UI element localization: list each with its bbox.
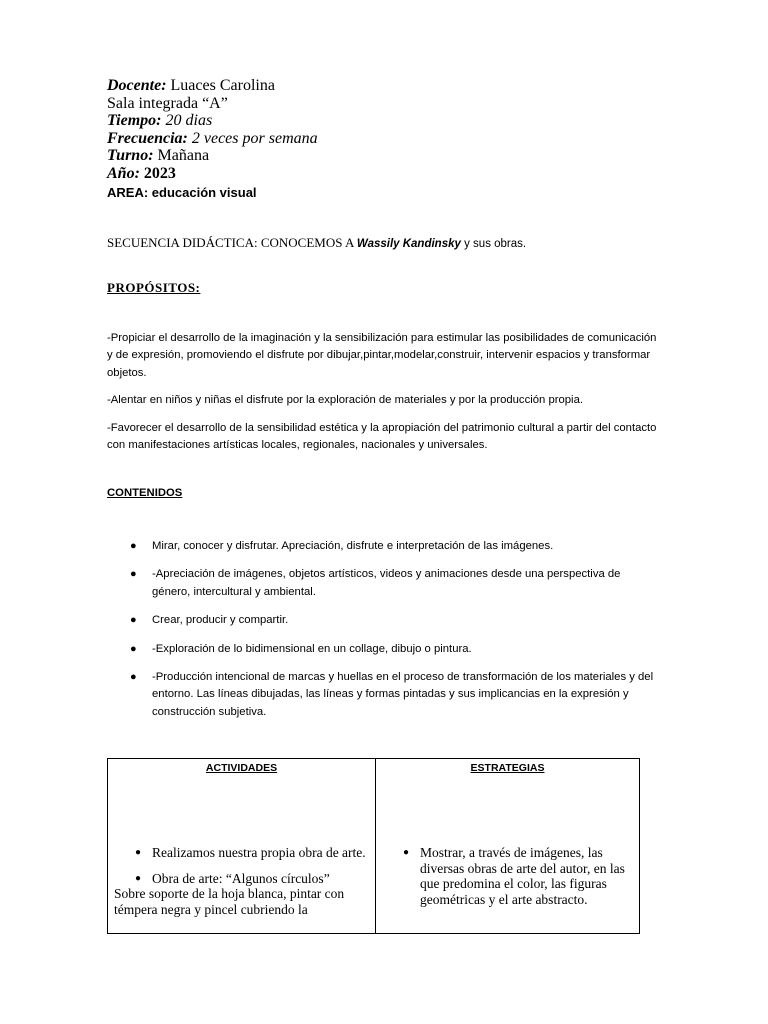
docente-label: Docente:: [107, 77, 167, 94]
estrategia-text: Mostrar, a través de imágenes, las diversas obras de arte del autor, en las que predomina el color, las figuras geométricas y el arte abstracto.: [420, 845, 625, 907]
actividades-column: [108, 759, 376, 933]
bullet-icon: ●: [135, 872, 142, 884]
actividad-item: [108, 845, 371, 861]
proposito-item: -Favorecer el desarrollo de la sensibilidad estética y la apropiación del patrimonio cultural a partir del contacto con manifestaciones artísticas locales, regionales, nacionales y universales.: [107, 421, 657, 452]
actividades-header: ACTIVIDADES: [205, 762, 278, 774]
bullet-icon: ●: [130, 671, 137, 684]
actividad-item: [108, 871, 371, 887]
actividades-estrategias-table: [107, 758, 640, 934]
estrategias-header: ESTRATEGIAS: [470, 762, 545, 774]
contenido-text: Crear, producir y compartir.: [152, 614, 289, 627]
bullet-icon: ●: [130, 568, 137, 581]
actividad-text: Realizamos nuestra propia obra de arte.: [152, 845, 366, 860]
actividad-text: Obra de arte: “Algunos círculos”: [152, 870, 330, 886]
proposito-item: -Alentar en niños y niñas el disfrute por la exploración de materiales y por la producción propia.: [107, 394, 583, 407]
contenido-item: [130, 612, 660, 629]
bullet-icon: ●: [130, 614, 137, 627]
docente-line: [107, 77, 707, 95]
secuencia-prefix: SECUENCIA DIDÁCTICA: CONOCEMOS A: [107, 235, 357, 250]
tiempo-line: [107, 112, 707, 130]
contenido-item: [130, 641, 660, 658]
contenido-item: [130, 538, 660, 555]
actividades-cell: [108, 845, 371, 917]
actividad-detalle: Sobre soporte de la hoja blanca, pintar con témpera negra y pincel cubriendo la: [114, 886, 345, 917]
frecuencia-line: [107, 130, 707, 148]
estrategias-column: [376, 759, 639, 933]
turno-label: Turno:: [107, 147, 154, 165]
contenidos-title: CONTENIDOS: [107, 487, 183, 499]
proposito-item: -Propiciar el desarrollo de la imaginación y la sensibilización para estimular las posibilidades de comunicación y de expresión, promoviendo el disfrute por dibujar,pintar,modelar,construir, intervenir espacios y transformar objetos.: [107, 332, 657, 379]
bullet-icon: ●: [130, 540, 137, 552]
propositos-list: [107, 330, 657, 464]
secuencia-artist: Wassily Kandinsky: [356, 238, 461, 250]
propositos-title: PROPÓSITOS:: [107, 280, 201, 295]
turno-line: [107, 147, 707, 165]
bullet-icon: ●: [403, 847, 410, 858]
contenido-text: -Apreciación de imágenes, objetos artísticos, videos y animaciones desde una perspectiva de género, intercultural y ambiental.: [152, 568, 621, 598]
contenido-item: [130, 566, 660, 601]
contenido-text: -Exploración de lo bidimensional en un collage, dibujo o pintura.: [152, 642, 472, 655]
tiempo-value: 20 dias: [161, 112, 213, 130]
bullet-icon: ●: [135, 847, 142, 858]
area-line: AREA: educación visual: [107, 184, 257, 200]
estrategia-item: [376, 845, 635, 907]
contenido-text: -Producción intencional de marcas y huellas en el proceso de transformación de los materiales y del entorno. Las líneas dibujadas, las líneas y formas pintadas y sus implicancias en la expresión y construcción subjetiva.: [152, 671, 654, 718]
anio-value: 2023: [139, 164, 176, 182]
anio-line: [107, 165, 707, 183]
secuencia-suffix: y sus obras.: [460, 238, 527, 250]
contenidos-list: [130, 538, 660, 732]
estrategias-cell: [376, 845, 635, 917]
anio-label: Año:: [107, 164, 140, 182]
bullet-icon: ●: [130, 642, 137, 655]
contenido-text: Mirar, conocer y disfrutar. Apreciación, disfrute e interpretación de las imágenes.: [152, 540, 554, 552]
tiempo-label: Tiempo:: [107, 112, 162, 130]
contenido-item: [130, 669, 660, 721]
header-block: [107, 77, 707, 202]
frecuencia-label: Frecuencia:: [107, 129, 188, 147]
secuencia-didactica: [107, 235, 526, 251]
sala-line: Sala integrada “A”: [107, 94, 228, 112]
docente-value: Luaces Carolina: [166, 77, 275, 94]
turno-value: Mañana: [153, 147, 210, 165]
frecuencia-value: 2 veces por semana: [187, 129, 318, 147]
